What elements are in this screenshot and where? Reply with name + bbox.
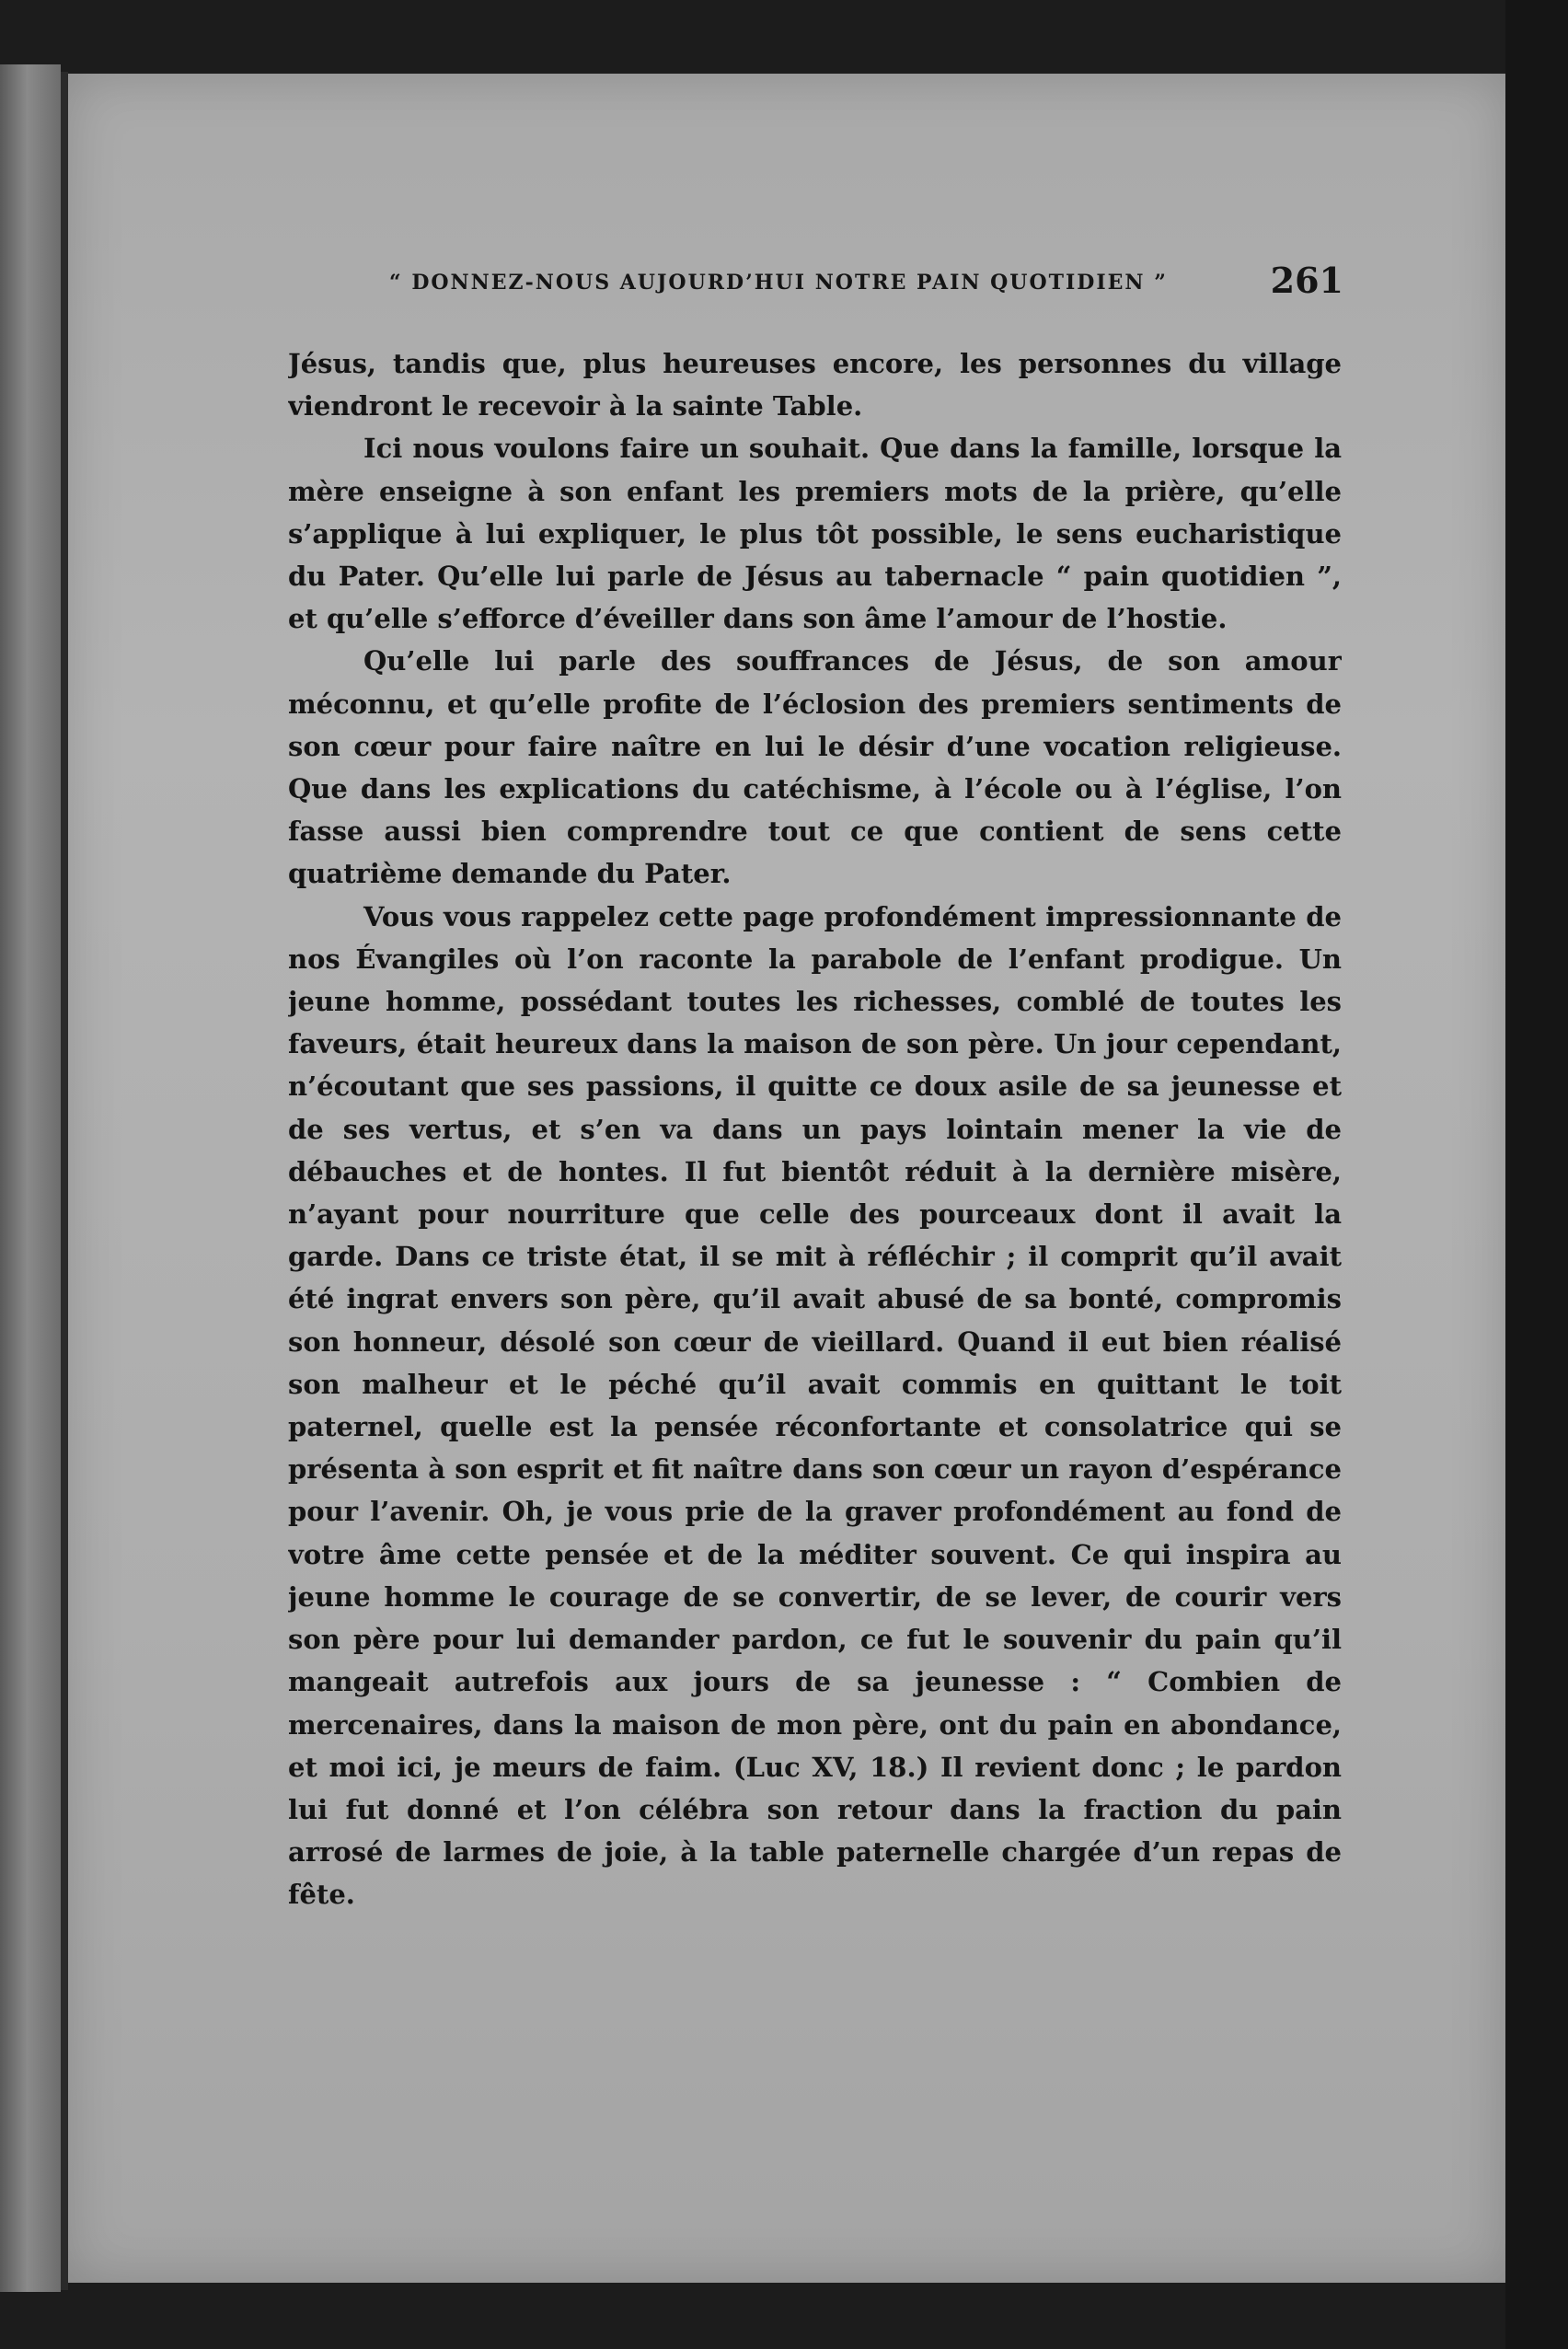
body-text bbox=[288, 342, 1342, 2018]
facing-page-edge bbox=[0, 64, 61, 2292]
paragraph-2: Ici nous voulons faire un souhait. Que dans la famille, lorsque la mère enseigne à son enfant les premiers mots de la prière, qu’elle s’applique à lui expliquer, le plus tôt possible, le sens eucharistique du Pater. Qu’elle lui parle de Jésus au tabernacle “ pain quotidien ”, et qu’elle s’efforce d’éveiller dans son âme l’amour de l’hostie. bbox=[288, 433, 1342, 635]
running-title: “ DONNEZ-NOUS AUJOURD’HUI NOTRE PAIN QUOTIDIEN ” bbox=[389, 271, 1168, 295]
paragraph-3: Qu’elle lui parle des souffrances de Jésus, de son amour méconnu, et qu’elle profite de l’éclosion des premiers sentiments de son cœur pour faire naître en lui le désir d’une vocation religieuse. Que dans les explications du catéchisme, à l’école ou à l’église, l’on fasse aussi bien comprendre tout ce que contient de sens cette quatrième demande du Pater. bbox=[288, 645, 1342, 890]
page-number: 261 bbox=[1270, 260, 1343, 301]
paragraph-1: Jésus, tandis que, plus heureuses encore, les personnes du village viendront le recevoir à la sainte Table. bbox=[288, 348, 1342, 422]
running-header bbox=[281, 260, 1343, 315]
paragraph-4: Vous vous rappelez cette page profondément impressionnante de nos Évangiles où l’on raconte la parabole de l’enfant prodigue. Un jeune homme, possédant toutes les richesses, comblé de toutes les faveurs, était heureux dans la maison de son père. Un jour cependant, n’écoutant que ses passions, il quitte ce doux asile de sa jeunesse et de ses vertus, et s’en va dans un pays lointain mener la vie de débauches et de hontes. Il fut bientôt réduit à la dernière misère, n’ayant pour nourriture que celle des pourceaux dont il avait la garde. Dans ce triste état, il se mit à réfléchir ; il comprit qu’il avait été ingrat envers son père, qu’il avait abusé de sa bonté, compromis son honneur, désolé son cœur de vieillard. Quand il eut bien réalisé son malheur et le péché qu’il avait commis en quittant le toit paternel, quelle est la pensée réconfortante et consolatrice qui se présenta à son esprit et fit naître dans son cœur un rayon d’espérance pour l’avenir. Oh, je vous prie de la graver profondément au fond de votre âme cette pensée et de la méditer souvent. Ce qui inspira au jeune homme le courage de se convertir, de se lever, de courir vers son père pour lui demander pardon, ce fut le souvenir du pain qu’il mangeait autrefois aux jours de sa jeunesse : “ Combien de mercenaires, dans la maison de mon père, ont du pain en abondance, et moi ici, je meurs de faim. (Luc XV, 18.) Il revient donc ; le pardon lui fut donné et l’on célébra son retour dans la fraction du pain arrosé de larmes de joie, à la table paternelle chargée d’un repas de fête. bbox=[288, 900, 1342, 1911]
scan-background-border bbox=[1505, 0, 1568, 2349]
book-gutter bbox=[61, 72, 68, 2290]
